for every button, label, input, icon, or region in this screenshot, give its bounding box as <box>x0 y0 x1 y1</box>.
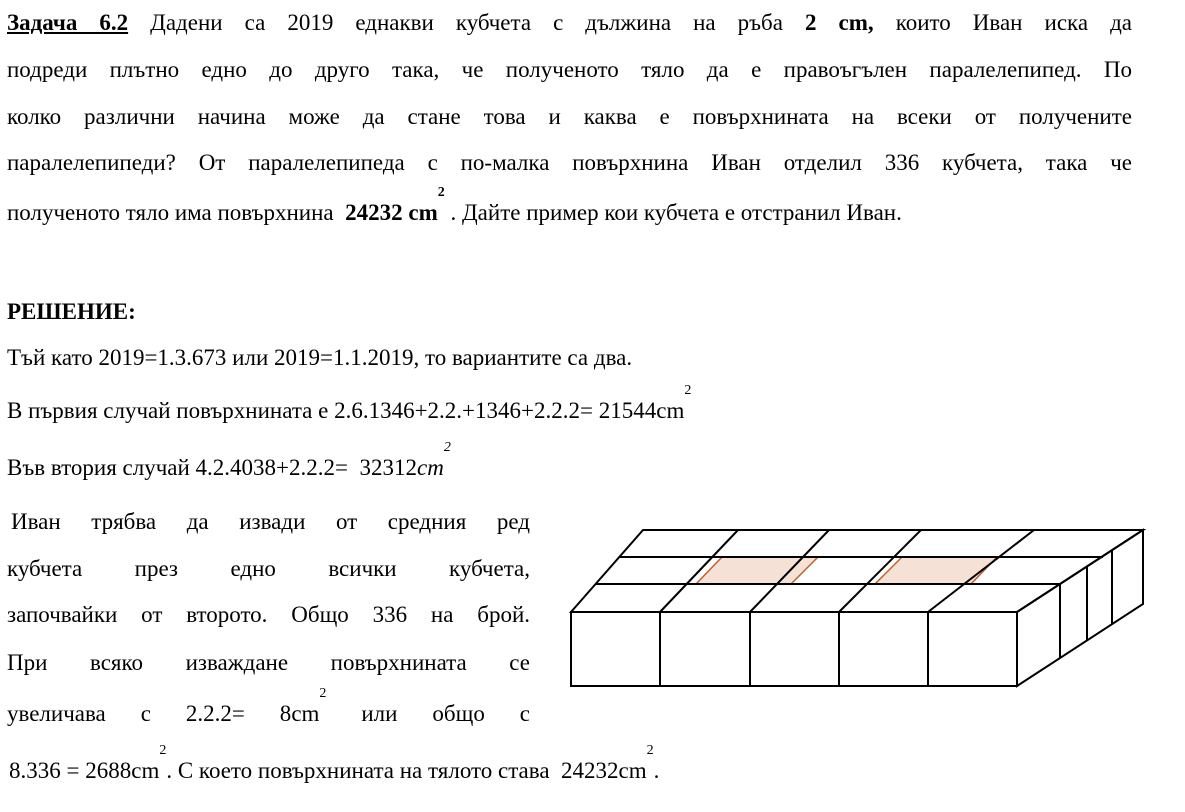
problem-text: Дадени са 2019 еднакви кубчета с дължина на ръба <box>150 10 783 35</box>
solution-text: 8.336 = 2688 <box>9 758 132 783</box>
solution-value: 24232 <box>561 758 619 783</box>
solution-text: Във втория случай 4.2.4038+2.2.2= <box>7 455 348 480</box>
superscript: 2 <box>646 743 654 758</box>
para-line-1: Иван трябва да извади от средния ред <box>11 509 530 534</box>
problem-text: полученото тяло има повърхнина <box>7 200 334 225</box>
problem-line-3: колко различни начина може да стане това и каква е повърхнината на всеки от получените <box>7 104 1132 129</box>
removed-cube-highlight <box>875 557 997 584</box>
right-face <box>1017 530 1143 686</box>
unit: cm <box>416 455 444 480</box>
problem-line-2: подреди плътно едно до друго така, че полученото тяло да е правоъгълен паралелепипед. По <box>7 57 1132 82</box>
superscript: 2 <box>443 440 451 455</box>
solution-text: увеличава с 2.2.2= 8 <box>7 701 292 726</box>
target-surface-value: 24232 cm <box>345 200 438 225</box>
superscript: 2 <box>684 383 692 398</box>
unit: cm <box>656 398 685 423</box>
superscript: 2 <box>159 743 167 758</box>
para-line-3: започвайки от второто. Общо 336 на брой. <box>7 602 530 627</box>
solution-text: В първия случай повърхнината е 2.6.1346+2.2.+1346+2.2.2= 21544 <box>7 398 657 423</box>
front-face <box>571 612 1017 686</box>
para-line-2: кубчета през едно всички кубчета, <box>7 556 530 581</box>
superscript: 2 <box>437 185 445 200</box>
unit: cm <box>618 758 647 783</box>
problem-label: Задача 6.2 <box>7 10 129 35</box>
solution-text: . С което повърхнината на тялото става <box>166 758 550 783</box>
top-face <box>571 530 1143 612</box>
unit: cm <box>291 701 320 726</box>
solution-text: . <box>653 758 660 783</box>
unit: cm <box>131 758 160 783</box>
superscript: 2 <box>319 686 327 701</box>
problem-text: . Дайте пример кои кубчета е отстранил Иван. <box>450 200 902 225</box>
solution-line-1: Тъй като 2019=1.3.673 или 2019=1.1.2019, то вариантите са два. <box>7 345 633 370</box>
edge-length: 2 cm, <box>805 10 874 35</box>
solution-heading: РЕШЕНИЕ: <box>7 299 136 324</box>
solution-value: 32312 <box>359 455 417 480</box>
problem-text: които Иван иска да <box>895 10 1132 35</box>
para-line-4: При всяко изваждане повърхнината се <box>7 650 530 675</box>
solution-text: или общо с <box>361 701 530 726</box>
problem-line-4: паралелепипеди? От паралелепипеда с по-малка повърхнина Иван отделил 336 кубчета, така че <box>7 150 1132 175</box>
